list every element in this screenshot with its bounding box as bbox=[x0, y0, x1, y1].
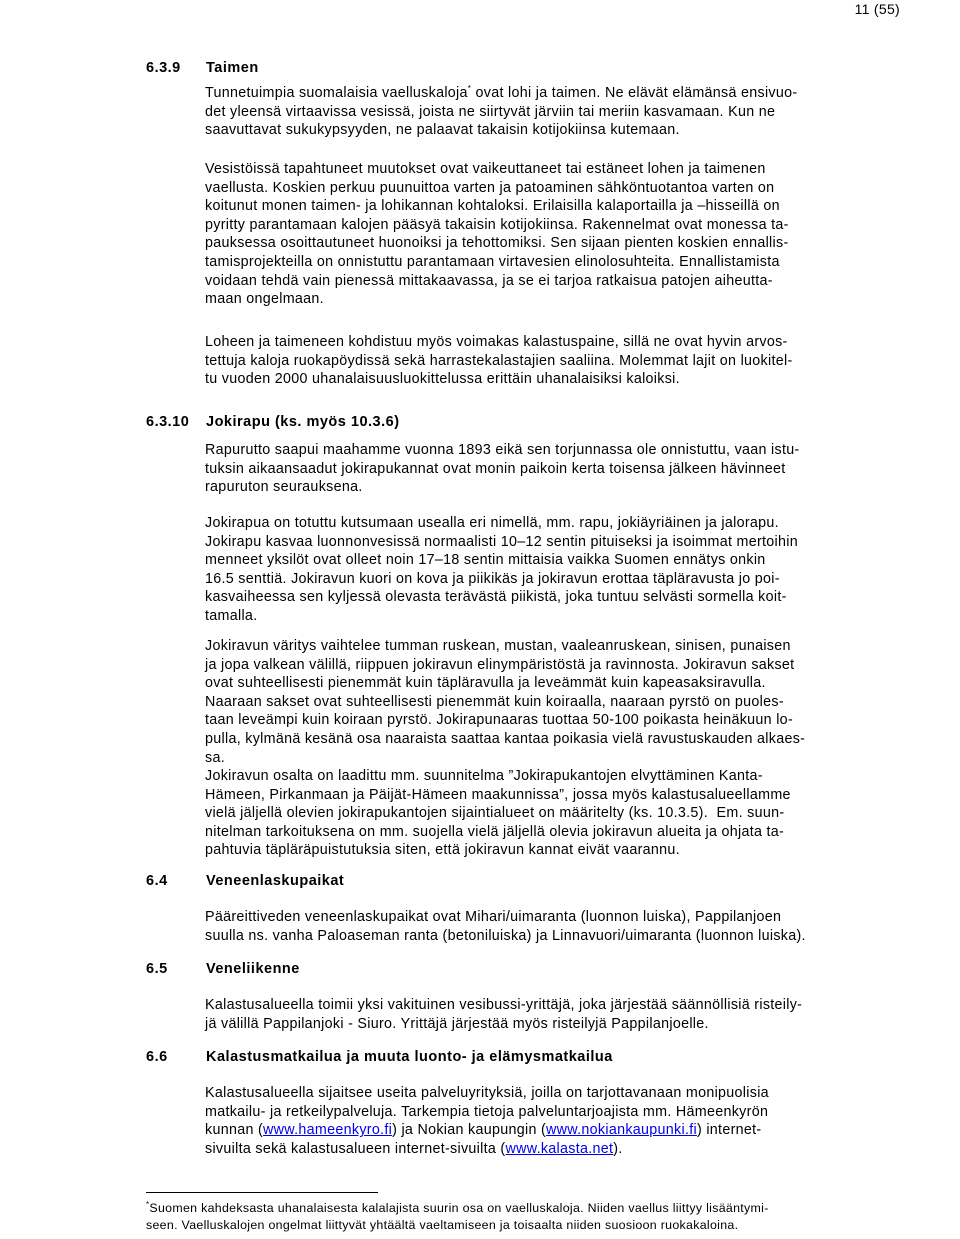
paragraph-taimen-2 bbox=[205, 160, 877, 309]
text-line: Loheen ja taimeneen kohdistuu myös voimakas kalastuspaine, sillä ne ovat hyvin arvos- bbox=[205, 334, 788, 350]
section-title: Veneliikenne bbox=[206, 961, 300, 977]
text-line: 16.5 senttiä. Jokiravun kuori on kova ja piikikäs ja jokiravun erottaa täpläravusta jo poi- bbox=[205, 570, 780, 587]
section-heading-jokirapu bbox=[146, 414, 400, 430]
paragraph-veneliikenne bbox=[205, 996, 877, 1033]
text-line: rapuruton seurauksena. bbox=[205, 479, 363, 496]
section-heading-kalastusmatkailu bbox=[146, 1049, 613, 1065]
text-span: kunnan ( bbox=[205, 1122, 264, 1139]
text-span: ovat lohi ja taimen. Ne elävät elämänsä ensivuo- bbox=[471, 85, 798, 101]
paragraph-jokirapu-4 bbox=[205, 767, 877, 860]
section-heading-veneliikenne bbox=[146, 961, 300, 977]
text-line: tamisprojekteilla on onnistuttu parantamaan virtavesien elinolosuhteita. Ennallistamista bbox=[205, 253, 780, 270]
section-number: 6.3.10 bbox=[146, 414, 190, 430]
text-line: ja jopa valkean välillä, riippuen jokiravun elinympäristöstä ja ravinnosta. Jokiravun sakset bbox=[205, 656, 795, 673]
text-span: Suomen kahdeksasta uhanalaisesta kalalajista suurin osa on vaelluskaloja. Niiden vaellus liittyy lisääntymi- bbox=[149, 1201, 769, 1215]
text-line: tuksin aikaansaadut jokirapukannat ovat monin paikoin kerta toisensa jälkeen hävinneet bbox=[205, 460, 786, 477]
paragraph-jokirapu-3 bbox=[205, 637, 877, 767]
footnote-divider bbox=[146, 1192, 378, 1193]
text-line bbox=[205, 84, 877, 103]
paragraph-kalastusmatkailu bbox=[205, 1084, 877, 1158]
text-line: nitelman tarkoituksena on mm. suojella vielä jäljellä olevia jokiravun alueita ja ohjata ta- bbox=[205, 823, 785, 840]
footnote-ref: * bbox=[467, 84, 472, 94]
section-title: Veneenlaskupaikat bbox=[206, 873, 345, 889]
text-line: Jokiravun väritys vaihtelee tumman ruskean, mustan, vaaleanruskean, sinisen, punaisen bbox=[205, 638, 791, 654]
text-line: taan leveämpi kuin koiraan pyrstö. Jokirapunaaras tuottaa 50-100 poikasta heinäkuun lo- bbox=[205, 712, 793, 729]
section-number: 6.5 bbox=[146, 961, 168, 977]
text-line: kasvaiheessa sen kyljessä olevasta terävästä piikistä, joka tuntuu selvästi sormella koit- bbox=[205, 589, 787, 606]
text-line: Vesistöissä tapahtuneet muutokset ovat vaikeuttaneet tai estäneet lohen ja taimenen bbox=[205, 161, 766, 177]
section-number: 6.4 bbox=[146, 873, 168, 889]
paragraph-taimen-3 bbox=[205, 333, 877, 389]
text-line: tu vuoden 2000 uhanalaisuusluokittelussa erittäin uhanalaisiksi kaloiksi. bbox=[205, 371, 680, 388]
paragraph-taimen-1 bbox=[205, 84, 877, 140]
footnote bbox=[146, 1200, 866, 1234]
text-line bbox=[146, 1200, 866, 1217]
link-kalasta[interactable]: www.kalasta.net bbox=[505, 1140, 614, 1157]
text-line: Naaraan sakset ovat suhteellisesti pienemmät kuin koiraalla, naaraan pyrstö on puoles- bbox=[205, 693, 784, 710]
text-line bbox=[205, 1140, 877, 1159]
text-line: menneet yksilöt ovat olleet noin 17–18 sentin mittaisia vaikka Suomen ennätys onkin bbox=[205, 552, 766, 569]
text-line: suulla ns. vanha Paloaseman ranta (betoniluiska) ja Linnavuori/uimaranta (luonnon luiska). bbox=[205, 927, 806, 944]
text-line: det yleensä virtaavissa vesissä, joista ne siirtyvät järviin tai meriin kasvamaan. Kun ne bbox=[205, 103, 776, 120]
text-line bbox=[205, 1121, 877, 1140]
text-line: pulla, kylmänä kesänä osa naaraista saattaa kantaa poikasia vielä ravustuskauden alkaes- bbox=[205, 730, 806, 747]
paragraph-veneenlaskupaikat bbox=[205, 908, 877, 945]
text-line: Rapurutto saapui maahamme vuonna 1893 eikä sen torjunnassa ole onnistuttu, vaan istu- bbox=[205, 442, 800, 458]
footnote-marker: * bbox=[146, 1199, 150, 1209]
text-line: Jokiravun osalta on laadittu mm. suunnitelma ”Jokirapukantojen elvyttäminen Kanta- bbox=[205, 768, 763, 784]
text-line: matkailu- ja retkeilypalveluja. Tarkempia tietoja palveluntarjoajista mm. Hämeenkyrön bbox=[205, 1103, 769, 1120]
section-title: Taimen bbox=[206, 60, 259, 76]
section-number: 6.6 bbox=[146, 1049, 168, 1065]
text-span: sivuilta sekä kalastusalueen internet-sivuilta ( bbox=[205, 1140, 506, 1157]
text-line: jä välillä Pappilanjoki - Siuro. Yrittäjä järjestää myös risteilyjä Pappilanjoelle. bbox=[205, 1015, 709, 1032]
text-line: voidaan tehdä vain pienessä mittakaavassa, ja se ei tarjoa ratkaisua patojen aiheutta- bbox=[205, 272, 773, 289]
text-line: saavuttavat sukukypsyyden, ne palaavat takaisin kotijokiinsa kutemaan. bbox=[205, 122, 680, 139]
section-title: Jokirapu (ks. myös 10.3.6) bbox=[206, 414, 400, 430]
text-line: tettuja kaloja ruokapöydissä sekä harrastekalastajien saaliina. Molemmat lajit on luokitel- bbox=[205, 352, 793, 369]
text-line: Jokirapu kasvaa luonnonvesissä normaalisti 10–12 sentin pituiseksi ja isoimmat mertoihin bbox=[205, 533, 798, 550]
text-line: pyritty parantamaan kalojen pääsyä takaisin kotijokiinsa. Rakennelmat ovat monessa ta- bbox=[205, 216, 789, 233]
text-line: seen. Vaelluskalojen ongelmat liittyvät yhtäältä vaeltamiseen ja toisaalta niiden suosioon ruokakaloina. bbox=[146, 1218, 739, 1232]
text-line: Pääreittiveden veneenlaskupaikat ovat Mihari/uimaranta (luonnon luiska), Pappilanjoen bbox=[205, 909, 782, 925]
link-nokiankaupunki[interactable]: www.nokiankaupunki.fi bbox=[546, 1122, 697, 1139]
text-line: sa. bbox=[205, 749, 225, 766]
paragraph-jokirapu-1 bbox=[205, 441, 877, 497]
text-line: Kalastusalueella toimii yksi vakituinen vesibussi-yrittäjä, joka järjestää säännöllisiä risteily- bbox=[205, 997, 803, 1013]
text-span: ). bbox=[613, 1140, 623, 1157]
paragraph-jokirapu-2 bbox=[205, 514, 877, 626]
text-line: Kalastusalueella sijaitsee useita palveluyrityksiä, joilla on tarjottavanaan monipuolisia bbox=[205, 1085, 769, 1101]
text-line: ovat suhteellisesti pienemmät kuin täpläravulla ja leveämmät kuin kapeasaksiravulla. bbox=[205, 675, 766, 692]
section-heading-veneenlaskupaikat bbox=[146, 873, 344, 889]
section-heading-taimen bbox=[146, 60, 259, 76]
text-line: pauksessa osoittautuneet huonoiksi ja tehottomiksi. Sen sijaan pienten koskien ennallis- bbox=[205, 235, 789, 252]
section-number: 6.3.9 bbox=[146, 60, 181, 76]
text-span: ) internet- bbox=[696, 1122, 762, 1139]
text-line: Jokirapua on totuttu kutsumaan usealla eri nimellä, mm. rapu, jokiäyriäinen ja jalorapu. bbox=[205, 515, 779, 531]
page-number: 11 (55) bbox=[854, 1, 900, 17]
text-line: vaellusta. Koskien perkuu puunuittoa varten ja patoaminen sähköntuotantoa varten on bbox=[205, 179, 775, 196]
link-hameenkyro[interactable]: www.hameenkyro.fi bbox=[263, 1122, 393, 1139]
text-line: tamalla. bbox=[205, 607, 258, 624]
text-line: Hämeen, Pirkanmaan ja Päijät-Hämeen maakunnissa”, jossa myös kalastusalueellamme bbox=[205, 786, 791, 803]
section-title: Kalastusmatkailua ja muuta luonto- ja elämysmatkailua bbox=[206, 1049, 613, 1065]
text-span: ) ja Nokian kaupungin ( bbox=[392, 1122, 547, 1139]
text-span: Tunnetuimpia suomalaisia vaelluskaloja bbox=[205, 85, 468, 101]
text-line: maan ongelmaan. bbox=[205, 291, 324, 308]
text-line: pahtuvia täpläräpuistutuksia siten, että jokiravun kannat eivät vaarannu. bbox=[205, 842, 680, 859]
text-line: vielä jäljellä olevien jokirapukantojen sijaintialueet on määritelty (ks. 10.3.5). Em. suun- bbox=[205, 805, 785, 822]
text-line: koitunut monen taimen- ja lohikannan kohtaloksi. Erilaisilla kalaportailla ja –hisseillä on bbox=[205, 198, 780, 215]
